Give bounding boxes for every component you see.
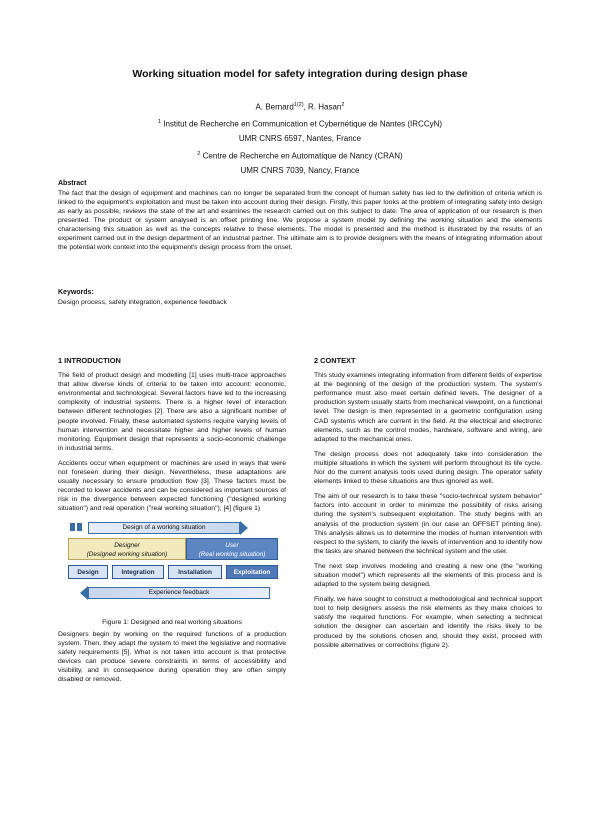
keywords-heading: Keywords:: [58, 289, 94, 296]
intro-paragraph-3: Designers begin by working on the required functions of a production system. Then, they adapt the system to meet the legislative and normative safety requirements [5]. What is not taken into account is that protective devices can produce severe constraints in terms of accessibility and visibility, and in consequence during operation they are often simply disabled or removed.: [58, 630, 286, 683]
user-label: User: [225, 541, 239, 549]
abstract-heading: Abstract: [58, 180, 87, 187]
affiliation-1-location: UMR CNRS 6597, Nantes, France: [238, 134, 362, 144]
arrow-marker: [70, 523, 75, 531]
left-column: [58, 356, 286, 690]
phase-design: Design: [68, 565, 108, 579]
author-name-2: , R. Hasan: [303, 102, 342, 112]
context-paragraph-3: The aim of our research is to take these "socio-technical system behavior" factors into account in order to minimize the possibility of risks arising during the system's subsequent exploitation. The study begins with an analysis of the production system (in our case an OFFSET printing line). This analysis allows us to determine the modes of human intervention with respect to the system, to clarify the levels of intervention and to identify how the tasks are shared between the technical system and the user.: [314, 493, 542, 555]
context-paragraph-2: The design process does not adequately take into consideration the multiple situations in which the system will perform throughout its life cycle. Nor do the current analysis tools used during design. The operator safety elements linked to these situations are thus ignored as well.: [314, 450, 542, 486]
author-name-1: A. Bernard: [255, 102, 294, 112]
author-sup-1: 1(2): [293, 102, 304, 108]
context-heading: 2 CONTEXT: [314, 356, 356, 365]
keywords-text: Design process, safety integration, experience feedback: [58, 299, 227, 306]
intro-heading: 1 INTRODUCTION: [58, 356, 121, 365]
author-sup-2: 2: [341, 102, 345, 108]
paper-title: Working situation model for safety integration during design phase: [132, 68, 468, 80]
design-arrow: Design of a working situation: [88, 522, 240, 534]
context-paragraph-5: Finally, we have sought to construct a methodological and technical support tool to help designers assess the risk elements as they make choices to satisfy the required functions. For example, when selecting a technical solution the designer can ascertain and identify the risks likely to be produced by the solutions chosen and, should they exist, proceed with possible alternatives or corrections (figure 2).: [314, 596, 542, 649]
abstract-section: [58, 180, 542, 253]
abstract-text: The fact that the design of equipment and machines can no longer be separated from the concept of human safety has led to the definition of criteria which is linked to the equipment's exploitation and must be taken into account during their design. Firstly, this paper looks at the problem of integrating safety into design as early as possible, reviews the state of the art and examines the research carried out on this subject to date. The area of application of our research is then presented. The product or system analysed is an offset printing line. We propose a system model by defining the working situation and the elements characterising this situation as well as the concepts relative to these elements. The model is presented and the method is illustrated by the results of an experiment carried out in the design department of an industrial partner. The ultimate aim is to provide designers with the means of integrating information about the potential work context into the equipment's design process from the onset.: [58, 189, 542, 251]
context-paragraph-4: The next step involves modeling and creating a new one (the "working situation model") which represents all the elements of this process and is adapted to the system being designed.: [314, 562, 542, 589]
user-sub: (Real working situation): [198, 550, 266, 558]
figure-1-diagram: [68, 520, 278, 608]
phase-integration: Integration: [112, 565, 164, 579]
designer-label: Designer: [114, 541, 140, 549]
author-block: [0, 98, 600, 178]
affiliation-2-name: Centre de Recherche en Automatique de Nancy (CRAN): [202, 151, 403, 161]
figure-1-caption: Figure 1: Designed and real working situations: [102, 618, 242, 626]
context-paragraph-1: This study examines integrating information from different fields of expertise at the beginning of the design of the production system. The system's performance must also meet certain defined levels. The designer of a production system usually starts from mechanical viewpoint, on a functional level. The design is then represented in a geometric configuration using CAD systems which are current in the field. At the electrical and electronic elements, such as the control modes, hardware, software and wiring, are adapted to the mechanical ones.: [314, 372, 542, 443]
intro-paragraph-1: The field of product design and modelling [1] uses multi-trace approaches that allow diverse kinds of criteria to be taken into account: economic, environmental and technological. Several factors have led to the increasing complexity of industrial systems. There is a higher level of interaction between different technologies [2]. There are also a significant number of people involved. Finally, these automated systems require varying levels of human intervention and necessitate higher and higher levels of human monitoring. Equipment design that represents a socio-economic challenge in industrial terms.: [58, 372, 286, 452]
affiliation-1: [0, 115, 600, 132]
keywords-section: [58, 288, 542, 307]
right-column: [314, 356, 542, 656]
affiliation-1-name: Institut de Recherche en Communication et Cybernétique de Nantes (IRCCyN): [163, 119, 443, 129]
arrow-marker: [77, 523, 82, 531]
affiliation-2: [0, 147, 600, 164]
author-names: [0, 98, 600, 115]
feedback-arrow: Experience feedback: [88, 587, 270, 599]
affiliation-2-sup: 2: [197, 150, 201, 157]
user-box: [186, 538, 278, 560]
affiliation-1-sup: 1: [157, 119, 162, 126]
figure-1: [58, 520, 286, 630]
affiliation-2-location: UMR CNRS 7039, Nancy, France: [240, 165, 360, 175]
designer-sub: (Designed working situation): [86, 550, 168, 558]
designer-box: [68, 538, 186, 560]
phase-exploitation: Exploitation: [226, 565, 278, 579]
intro-paragraph-2: Accidents occur when equipment or machines are used in ways that were not foreseen during their design. Nevertheless, these adaptations are usually necessary to ensure production flow [3]. These factors must be recorded to lower accidents and can be considered as important sources of risk in the divergence between expected functioning ("designed working situation") and real operation ("real working situation"); [4] (figure 1): [58, 459, 286, 513]
phase-installation: Installation: [168, 565, 222, 579]
